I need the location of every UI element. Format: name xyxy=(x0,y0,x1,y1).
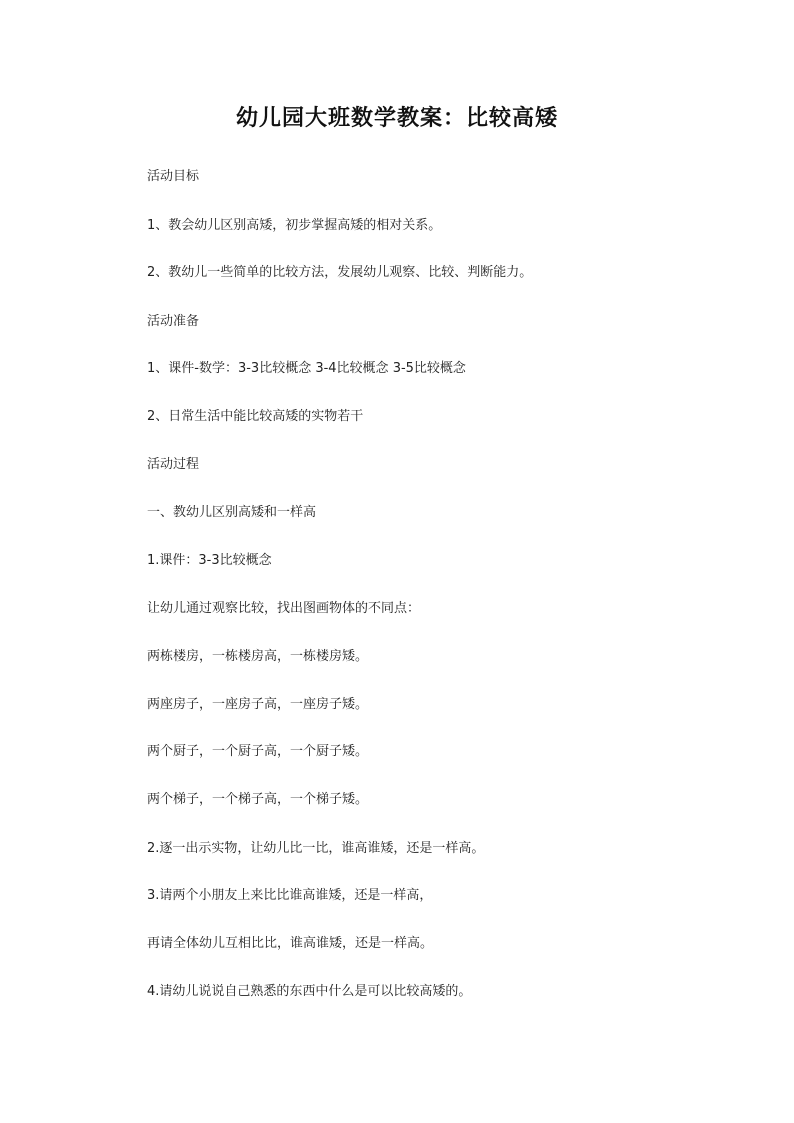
paragraph: 再请全体幼儿互相比比，谁高谁矮，还是一样高。 xyxy=(147,936,434,951)
paragraph: 3.请两个小朋友上来比比谁高谁矮，还是一样高， xyxy=(147,888,433,903)
paragraph: 1、教会幼儿区别高矮，初步掌握高矮的相对关系。 xyxy=(147,218,442,233)
paragraph: 两座房子，一座房子高，一座房子矮。 xyxy=(147,697,369,712)
paragraph: 两个厨子，一个厨子高，一个厨子矮。 xyxy=(147,744,369,759)
document-title: 幼儿园大班数学教案：比较高矮 xyxy=(235,105,558,131)
section-heading-goals: 活动目标 xyxy=(147,169,200,184)
section-heading-preparation: 活动准备 xyxy=(147,314,200,329)
paragraph: 4.请幼儿说说自己熟悉的东西中什么是可以比较高矮的。 xyxy=(147,984,472,999)
paragraph: 让幼儿通过观察比较，找出图画物体的不同点： xyxy=(147,601,421,616)
paragraph: 一、教幼儿区别高矮和一样高 xyxy=(147,505,317,520)
paragraph: 两个梯子，一个梯子高，一个梯子矮。 xyxy=(147,792,369,807)
paragraph: 1、课件-数学：3-3比较概念 3-4比较概念 3-5比较概念 xyxy=(147,361,466,376)
paragraph: 两栋楼房，一栋楼房高，一栋楼房矮。 xyxy=(147,649,369,664)
paragraph: 2、教幼儿一些简单的比较方法，发展幼儿观察、比较、判断能力。 xyxy=(147,265,533,280)
paragraph: 1.课件：3-3比较概念 xyxy=(147,553,272,568)
paragraph: 2.逐一出示实物，让幼儿比一比，谁高谁矮，还是一样高。 xyxy=(147,841,485,856)
section-heading-process: 活动过程 xyxy=(147,457,200,472)
paragraph: 2、日常生活中能比较高矮的实物若干 xyxy=(147,409,364,424)
